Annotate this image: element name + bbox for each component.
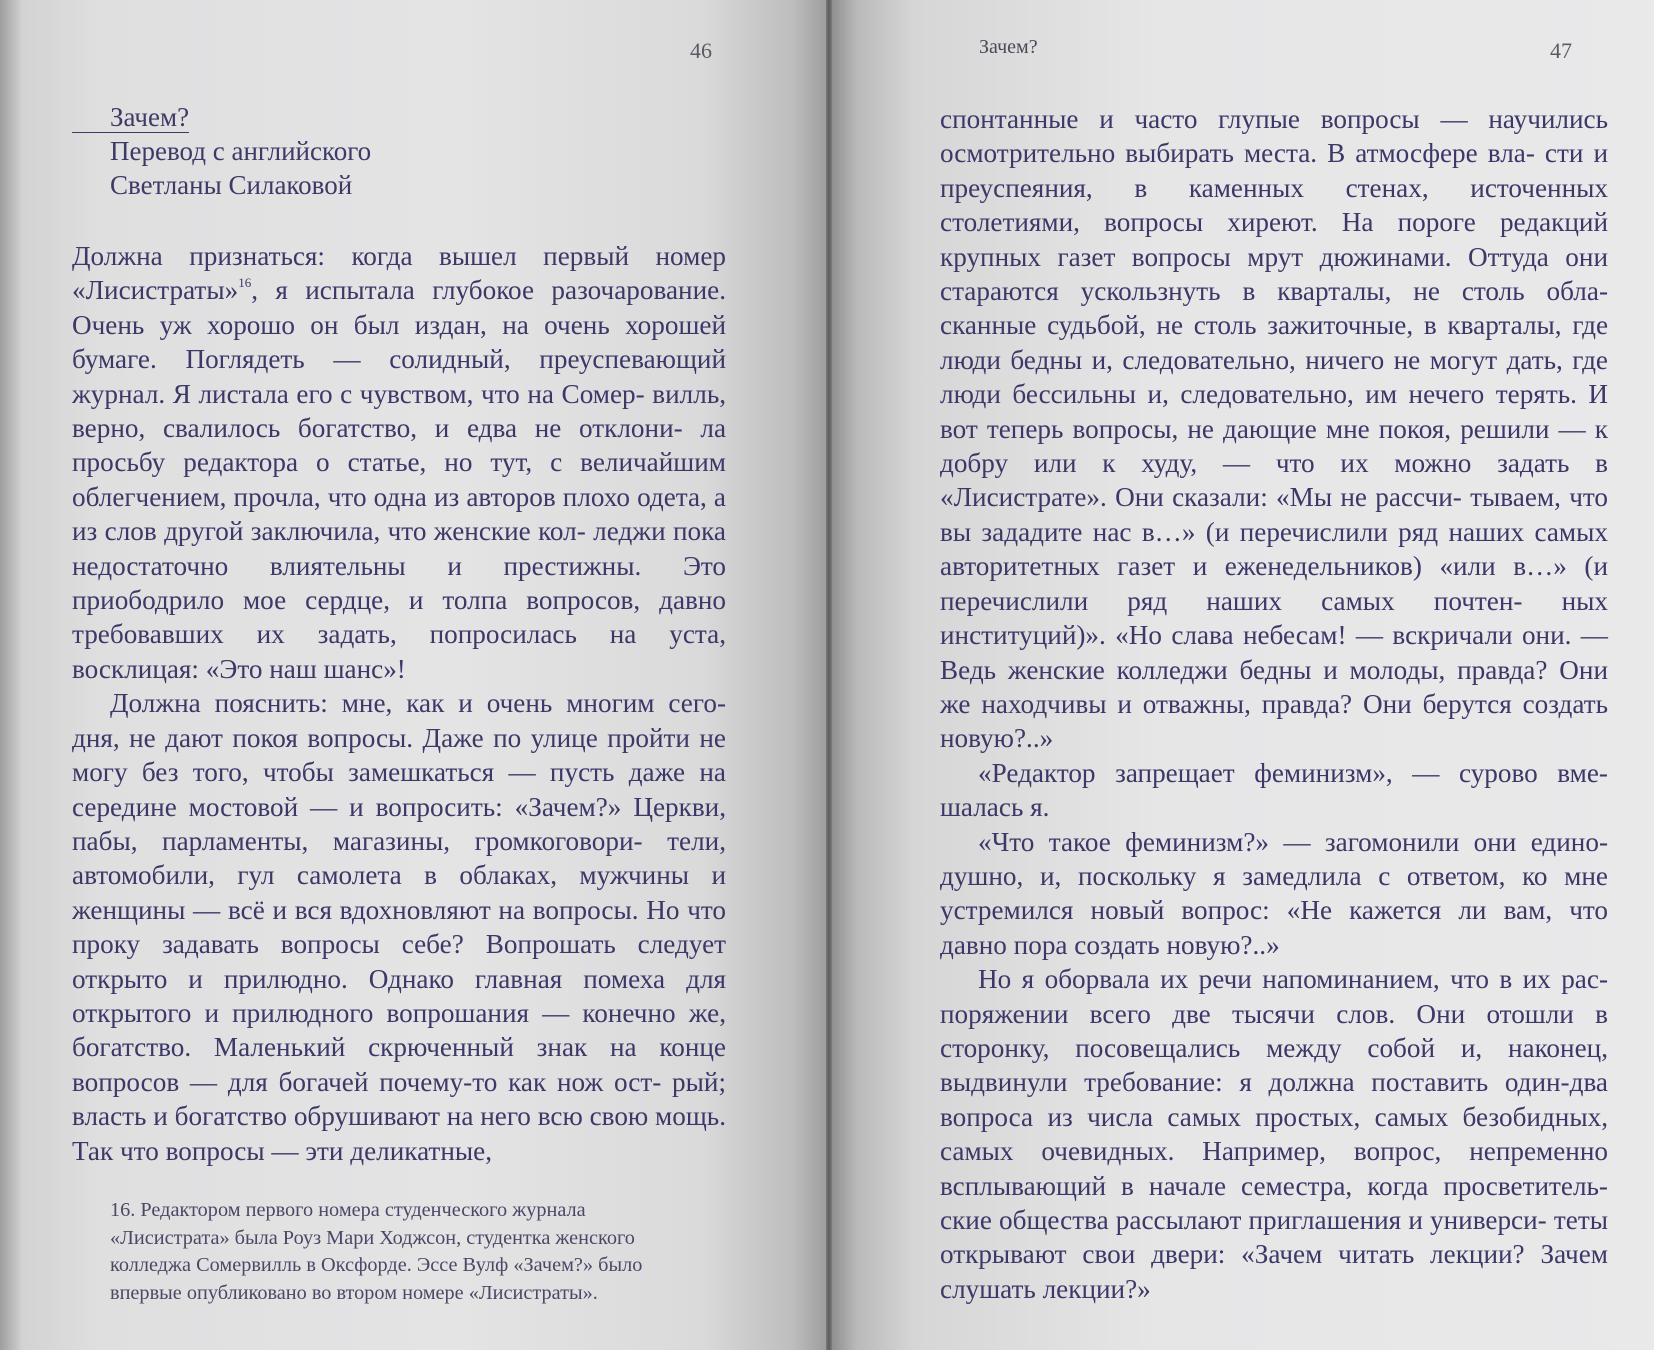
text-line: стараются ускользнуть в кварталы, не столь обла- bbox=[940, 276, 1608, 307]
text-line: ские общества рассылают приглашения и универси- bbox=[940, 1205, 1547, 1235]
text-line: в сторонку, посовещались между собой и, наконец, bbox=[940, 998, 1608, 1063]
text-line: следует открыто и прилюдно. Однако главная помеха bbox=[72, 929, 727, 994]
text-line: решили — к добру или к худу, — что их можно bbox=[940, 413, 1608, 479]
text-line: устремился новый вопрос: «Не кажется ли вам, что bbox=[940, 895, 1608, 926]
text-line: восклицая: «Это наш шанс»! bbox=[72, 653, 406, 684]
text-line: всплывающий в начале семестра, когда просветитель- bbox=[940, 1170, 1608, 1201]
footnote-line: 16. Редактором первого номера студенческого журнала bbox=[110, 1199, 586, 1221]
text-line: где люди бедны и, следовательно, ничего не могут bbox=[940, 310, 1609, 375]
text-line: осмотрительно выбирать места. В атмосфере вла- bbox=[940, 138, 1535, 169]
text-line: Но что проку задавать вопросы себе? Вопрошать bbox=[72, 894, 726, 960]
paragraph bbox=[940, 962, 1608, 1306]
footnote-marker: 16 bbox=[238, 275, 252, 291]
text-line: Но я оборвала их речи напоминанием, что в их рас- bbox=[978, 964, 1608, 995]
text-line: вилль, верно, свалилось богатство, и едва не отклони- bbox=[72, 378, 727, 444]
left-page bbox=[0, 0, 826, 1350]
text-line: , я испытала глубокое разочарование. bbox=[251, 275, 726, 306]
running-head: Зачем? bbox=[979, 36, 1038, 58]
page-number: 46 bbox=[690, 38, 712, 63]
text-line: сканные судьбой, не столь зажиточные, в кварталы, bbox=[940, 310, 1562, 341]
text-line: самых очевидных. Например, вопрос, непременно bbox=[940, 1136, 1608, 1167]
essay-title-block bbox=[72, 100, 371, 202]
text-line: берутся создать новую?..» bbox=[940, 688, 1608, 754]
text-line: душно, и, поскольку я замедлила с ответом, ко мне bbox=[940, 860, 1608, 891]
text-line: свою мощь. Так что вопросы — эти деликатные, bbox=[72, 1101, 726, 1166]
text-line: сти и преуспеяния, в каменных стенах, источенных bbox=[940, 138, 1608, 203]
page-number: 47 bbox=[1550, 38, 1572, 63]
text-line: давно требовавших их задать, попросилась на уста, bbox=[72, 585, 726, 650]
text-line: наших самых авторитетных газет и еженедельников) bbox=[940, 516, 1608, 582]
text-line: терять. И вот теперь вопросы, не дающие мне покоя, bbox=[940, 379, 1609, 444]
text-line: тели, автомобили, гул самолета в облаках, мужчины bbox=[72, 825, 726, 891]
text-line: для открытого и прилюдного вопрошания — конечно bbox=[72, 963, 727, 1028]
text-line: «Что такое феминизм?» — загомонили они едино- bbox=[978, 826, 1608, 857]
text-line: Должна признаться: когда вышел первый номер bbox=[72, 241, 726, 271]
text-line: одета, а из слов другой заключила, что женские кол- bbox=[72, 481, 726, 547]
right-page bbox=[832, 0, 1654, 1350]
text-line: теты открывают свои двери: «Зачем читать лекции? bbox=[940, 1205, 1608, 1270]
text-line: леджи пока недостаточно влиятельны и престижны. bbox=[72, 516, 726, 581]
text-line: Это приободрило мое сердце, и толпа вопросов, bbox=[72, 550, 727, 616]
text-line: дать, где люди бессильны и, следовательно, им нечего bbox=[940, 344, 1608, 410]
footnote bbox=[110, 1197, 710, 1307]
paragraph bbox=[72, 239, 726, 686]
text-line: правда? Они же находчивы и отважны, правда? Они bbox=[940, 654, 1608, 719]
body-text bbox=[940, 102, 1608, 1306]
text-line: выдвинули требование: я должна поставить один-два bbox=[940, 1067, 1608, 1098]
text-line: Должна пояснить: мне, как и очень многим сего- bbox=[110, 688, 726, 719]
text-line: и женщины — всё и вся вдохновляют на вопросы. bbox=[72, 860, 726, 925]
text-line: они. — Ведь женские колледжи бедны и молоды, bbox=[940, 620, 1608, 685]
paragraph bbox=[940, 825, 1608, 963]
text-line: «Редактор запрещает феминизм», — сурово вме- bbox=[978, 757, 1608, 788]
text-line: облегчением, прочла, что одна из авторов плохо bbox=[72, 481, 630, 512]
translator-name: Светланы Силаковой bbox=[110, 170, 353, 200]
text-line: бумаге. Поглядеть — солидный, преуспевающий bbox=[72, 344, 726, 375]
text-line: поряжении всего две тысячи слов. Они отошли bbox=[940, 998, 1574, 1029]
text-line: давно пора создать новую?..» bbox=[940, 929, 1280, 960]
page-edge-shadow bbox=[0, 0, 22, 1350]
text-line: шалась я. bbox=[940, 792, 1050, 823]
text-line: ных институций)». «Но слава небесам! — вскричали bbox=[940, 585, 1608, 651]
text-line: вопроса из числа самых простых, самых безобидных, bbox=[940, 1101, 1608, 1132]
essay-title: Зачем? bbox=[72, 102, 189, 133]
text-line: не могу без того, чтобы замешкаться — пусть даже bbox=[72, 722, 726, 788]
text-line: дня, не дают покоя вопросы. Даже по улице пройти bbox=[72, 722, 690, 753]
text-line: Очень уж хорошо он был издан, на очень хорошей bbox=[72, 309, 726, 340]
footnote-line: «Лисистрата» была Роуз Мари Ходжсон, студентка женского bbox=[110, 1226, 635, 1249]
paragraph bbox=[940, 756, 1608, 825]
text-line: журнал. Я листала его с чувством, что на Сомер- bbox=[72, 378, 645, 409]
text-line: тываем, что вы зададите нас в…» (и перечислили ряд bbox=[940, 482, 1609, 547]
text-line: «Лисистраты» bbox=[72, 275, 239, 306]
text-line: спонтанные и часто глупые вопросы — научились bbox=[940, 104, 1608, 134]
text-line: столетиями, вопросы хиреют. На пороге редакций bbox=[940, 207, 1608, 238]
paragraph bbox=[72, 686, 726, 1168]
footnote-line: колледжа Сомервилль в Оксфорде. Эссе Вулф «Зачем?» было bbox=[110, 1254, 643, 1276]
text-line: Церкви, пабы, парламенты, магазины, громкоговори- bbox=[72, 791, 726, 856]
text-line: вопросов — для богачей почему-то как нож ост- bbox=[72, 1066, 662, 1097]
text-line: Зачем слушать лекции?» bbox=[940, 1239, 1608, 1304]
footnote-text bbox=[110, 1197, 710, 1307]
footnote-line: впервые опубликовано во втором номере «Лисистраты». bbox=[110, 1281, 598, 1304]
text-line: ла просьбу редактора о статье, но тут, с величайшим bbox=[72, 413, 727, 478]
text-line: задать в «Лисистрате». Они сказали: «Мы не рассчи- bbox=[940, 448, 1609, 513]
text-line: крупных газет вопросы мрут дюжинами. Оттуда они bbox=[940, 241, 1608, 272]
text-line: на середине мостовой — и вопросить: «Зачем?» bbox=[72, 757, 726, 822]
text-line: рый; власть и богатство обрушивают на него всю bbox=[72, 1066, 727, 1132]
paragraph bbox=[940, 102, 1608, 756]
text-line: же, богатство. Маленький скрюченный знак на конце bbox=[72, 997, 727, 1063]
translation-note: Перевод с английского bbox=[110, 136, 372, 166]
body-text bbox=[72, 239, 726, 1168]
text-line: «или в…» (и перечислили ряд наших самых почтен- bbox=[940, 551, 1609, 616]
